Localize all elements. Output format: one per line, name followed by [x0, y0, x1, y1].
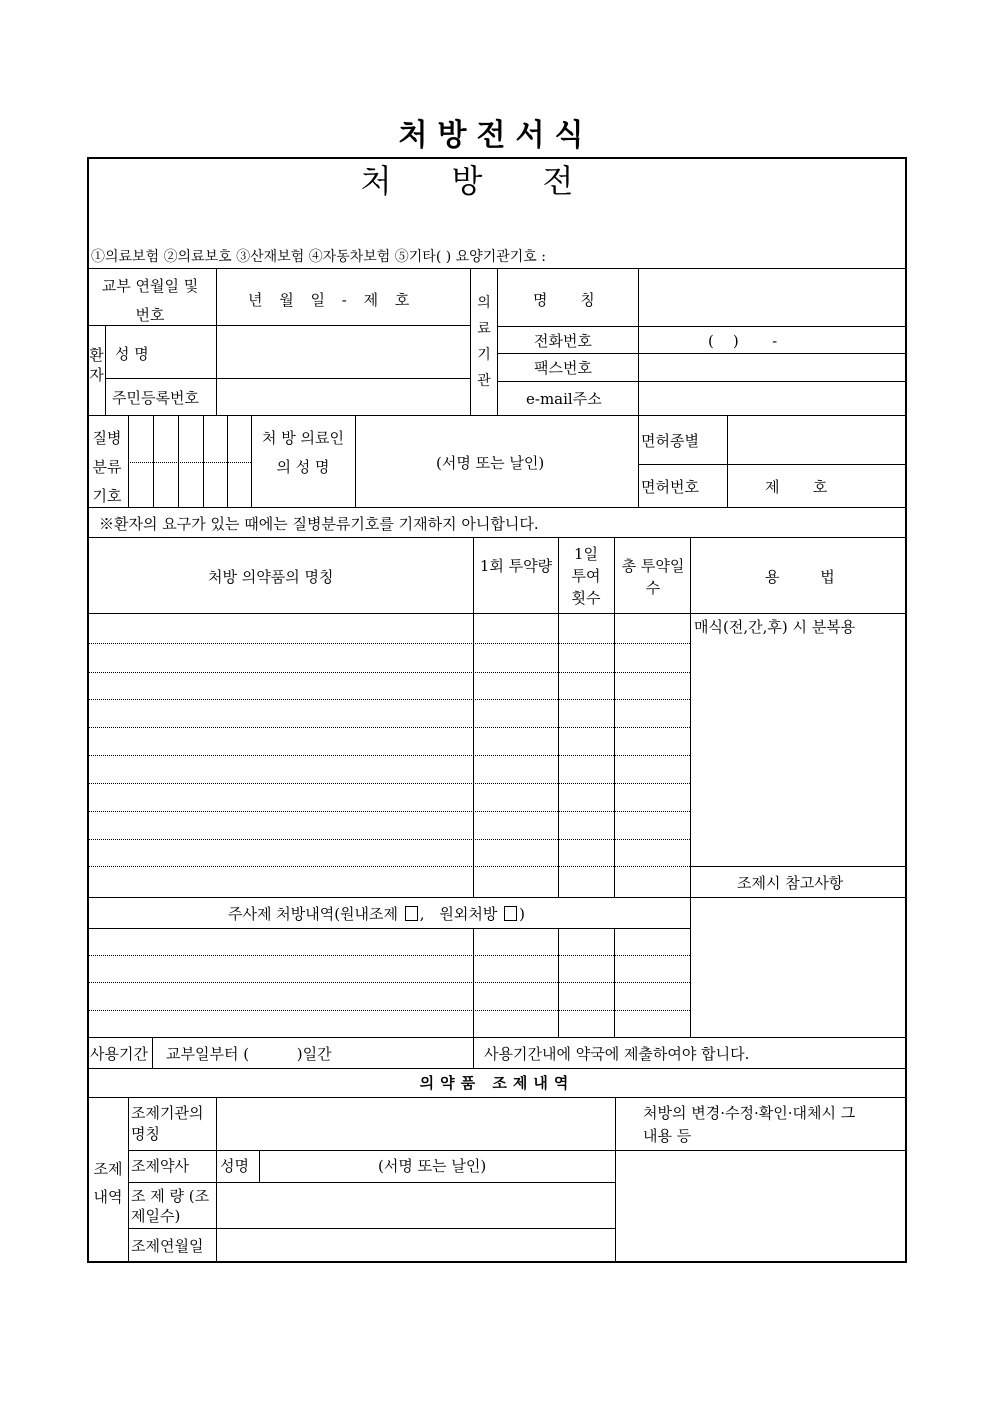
insurance-option-3[interactable]: ③산재보험: [236, 249, 305, 265]
insurance-option-5[interactable]: ⑤기타( ): [394, 249, 452, 265]
column-usage: 용 법: [765, 568, 853, 586]
column-times: 1일 투여 횟수: [571, 545, 601, 607]
insurance-option-4[interactable]: ④자동차보험: [308, 249, 391, 265]
outside-checkbox[interactable]: [504, 906, 517, 921]
institution-name-label: 명 칭: [533, 291, 609, 309]
patient-id-field[interactable]: [217, 379, 470, 415]
period-label: 사용기간: [90, 1045, 148, 1063]
form-title: 처방전: [360, 162, 634, 200]
notice-text: ※환자의 요구가 있는 때에는 질병분류기호를 기재하지 아니합니다.: [99, 515, 539, 533]
institution-label: 의료기관: [477, 295, 491, 389]
dispensing-institution-label: 조제기관의 명칭: [131, 1104, 204, 1143]
dispensing-amount-label: 조 제 량 (조제일수): [131, 1187, 210, 1225]
insurance-option-2[interactable]: ②의료보호: [163, 249, 232, 265]
column-drug-name: 처방 의약품의 명칭: [208, 568, 334, 586]
column-days: 총 투약일수: [621, 557, 685, 597]
doctor-signature[interactable]: (서명 또는 날인): [436, 454, 545, 472]
license-type-label: 면허종별: [641, 432, 699, 450]
patient-label: 환자: [89, 346, 104, 384]
page-title: 처방전서식: [398, 118, 594, 153]
injection-rows[interactable]: [89, 929, 689, 1037]
dispensing-amount-field[interactable]: [217, 1183, 614, 1228]
medication-rows[interactable]: [89, 614, 689, 896]
reference-label: 조제시 참고사항: [737, 874, 844, 892]
change-note: 처방의 변경·수정·확인·대체시 그 내용 등: [643, 1104, 856, 1145]
disease-code-label: 질병 분류 기호: [92, 429, 122, 505]
dispensing-institution-field[interactable]: [217, 1098, 614, 1150]
issue-date-label: 교부 연월일 및 번호: [101, 277, 199, 324]
in-house-checkbox[interactable]: [405, 906, 418, 921]
change-note-field[interactable]: [616, 1151, 905, 1261]
usage-text: 매식(전,간,후) 시 분복용: [694, 618, 856, 636]
phone-label: 전화번호: [534, 332, 592, 350]
patient-name-field[interactable]: [217, 326, 470, 378]
email-label: e-mail주소: [526, 390, 602, 408]
pharmacist-label: 조제약사: [131, 1157, 189, 1175]
period-value[interactable]: 교부일부터 ( )일간: [166, 1045, 332, 1063]
license-number-value[interactable]: 제 호: [765, 478, 828, 496]
pharmacist-name-label: 성명: [220, 1157, 249, 1175]
dispensing-date-field[interactable]: [217, 1229, 614, 1261]
dispensing-group-label: 조제 내역: [93, 1160, 123, 1206]
doctor-name-label: 처 방 의료인의 성 명: [262, 429, 344, 476]
fax-label: 팩스번호: [534, 359, 592, 377]
column-dose: 1회 투약량: [479, 557, 553, 575]
dispensing-date-label: 조제연월일: [131, 1237, 204, 1255]
period-notice: 사용기간내에 약국에 제출하여야 합니다.: [484, 1045, 750, 1063]
issue-date-value[interactable]: 년 월 일 - 제 호: [248, 291, 416, 309]
insurance-type-list: [91, 248, 546, 267]
patient-id-label: 주민등록번호: [112, 389, 199, 407]
institution-code-label: 요양기관기호 :: [455, 249, 546, 265]
pharmacist-signature[interactable]: (서명 또는 날인): [378, 1157, 487, 1175]
phone-value[interactable]: ( ) -: [708, 332, 778, 350]
injection-label: 주사제 처방내역(원내조제 , 원외처방 ): [228, 905, 525, 923]
license-number-label: 면허번호: [641, 478, 699, 496]
patient-name-label: 성 명: [115, 345, 149, 363]
insurance-option-1[interactable]: ①의료보험: [91, 249, 160, 265]
dispensing-section-title: 의약품 조제내역: [419, 1074, 575, 1092]
